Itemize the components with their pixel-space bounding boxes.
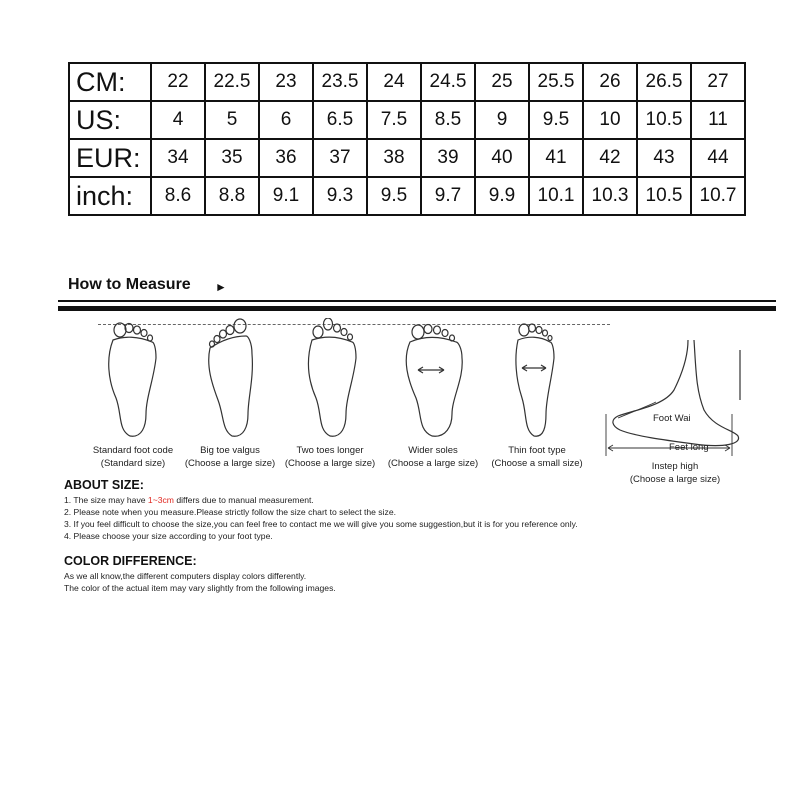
thin-foot-icon (502, 318, 572, 440)
foot-label-big-toe: Big toe valgus (Choose a large size) (184, 445, 276, 469)
size-row (69, 63, 745, 101)
size-cell: 23 (259, 63, 313, 101)
divider-thin (58, 300, 776, 302)
size-cell: 24 (367, 63, 421, 101)
size-cell: 35 (205, 139, 259, 177)
size-cell: 8.6 (151, 177, 205, 215)
size-cell: 10.7 (691, 177, 745, 215)
about-size-line-2: 2. Please note when you measure.Please strictly follow the size chart to select the size. (64, 507, 396, 517)
size-cell: 10.5 (637, 177, 691, 215)
size-cell: 26 (583, 63, 637, 101)
size-cell: 39 (421, 139, 475, 177)
size-cell: 25 (475, 63, 529, 101)
size-cell: 9.1 (259, 177, 313, 215)
size-row-label: EUR: (69, 139, 151, 177)
color-difference-line-2: The color of the actual item may vary slightly from the following images. (64, 583, 336, 593)
measurement-tolerance: 1~3cm (147, 495, 174, 505)
size-row (69, 101, 745, 139)
size-cell: 11 (691, 101, 745, 139)
size-cell: 40 (475, 139, 529, 177)
size-cell: 34 (151, 139, 205, 177)
size-cell: 38 (367, 139, 421, 177)
about-size-heading: ABOUT SIZE: (64, 478, 144, 492)
size-cell: 9.3 (313, 177, 367, 215)
size-cell: 22.5 (205, 63, 259, 101)
size-cell: 36 (259, 139, 313, 177)
size-cell: 43 (637, 139, 691, 177)
size-cell: 8.5 (421, 101, 475, 139)
size-cell: 9.9 (475, 177, 529, 215)
size-cell: 27 (691, 63, 745, 101)
about-size-line-3: 3. If you feel difficult to choose the size,you can feel free to contact me we will give you some suggestion,but it is for you reference only. (64, 519, 578, 529)
size-row-label: inch: (69, 177, 151, 215)
size-cell: 24.5 (421, 63, 475, 101)
size-row-label: US: (69, 101, 151, 139)
size-cell: 4 (151, 101, 205, 139)
size-row (69, 139, 745, 177)
size-cell: 10.1 (529, 177, 583, 215)
size-cell: 9.5 (367, 177, 421, 215)
foot-wai-label: Foot Wai (653, 413, 691, 424)
size-chart-table (68, 62, 746, 216)
about-size-line-1: 1. The size may have 1~3cm differs due to manual measurement. (64, 495, 314, 505)
foot-label-thin: Thin foot type (Choose a small size) (491, 445, 583, 469)
size-cell: 10 (583, 101, 637, 139)
size-cell: 22 (151, 63, 205, 101)
size-cell: 26.5 (637, 63, 691, 101)
size-cell: 8.8 (205, 177, 259, 215)
foot-label-wider: Wider soles (Choose a large size) (387, 445, 479, 469)
wider-soles-foot-icon (400, 318, 470, 440)
size-cell: 6.5 (313, 101, 367, 139)
feet-long-label: Feet long (669, 442, 709, 453)
size-cell: 10.3 (583, 177, 637, 215)
size-cell: 9 (475, 101, 529, 139)
foot-label-two-toes: Two toes longer (Choose a large size) (284, 445, 376, 469)
color-difference-line-1: As we all know,the different computers display colors differently. (64, 571, 307, 581)
play-arrow-icon: ► (215, 280, 227, 294)
how-to-measure-title: How to Measure (68, 276, 191, 293)
big-toe-valgus-foot-icon (200, 318, 270, 440)
size-row-label: CM: (69, 63, 151, 101)
size-cell: 9.5 (529, 101, 583, 139)
foot-label-standard: Standard foot code (Standard size) (92, 445, 174, 469)
size-cell: 10.5 (637, 101, 691, 139)
size-cell: 44 (691, 139, 745, 177)
size-cell: 25.5 (529, 63, 583, 101)
about-size-line-4: 4. Please choose your size according to your foot type. (64, 531, 273, 541)
size-row (69, 177, 745, 215)
standard-foot-icon (98, 318, 168, 440)
size-cell: 7.5 (367, 101, 421, 139)
divider-thick (58, 306, 776, 311)
color-difference-heading: COLOR DIFFERENCE: (64, 554, 197, 568)
two-toes-longer-foot-icon (298, 318, 368, 440)
size-cell: 5 (205, 101, 259, 139)
size-cell: 9.7 (421, 177, 475, 215)
size-cell: 23.5 (313, 63, 367, 101)
size-cell: 6 (259, 101, 313, 139)
size-cell: 37 (313, 139, 367, 177)
instep-label: Instep high (Choose a large size) (629, 461, 721, 485)
size-cell: 42 (583, 139, 637, 177)
size-cell: 41 (529, 139, 583, 177)
